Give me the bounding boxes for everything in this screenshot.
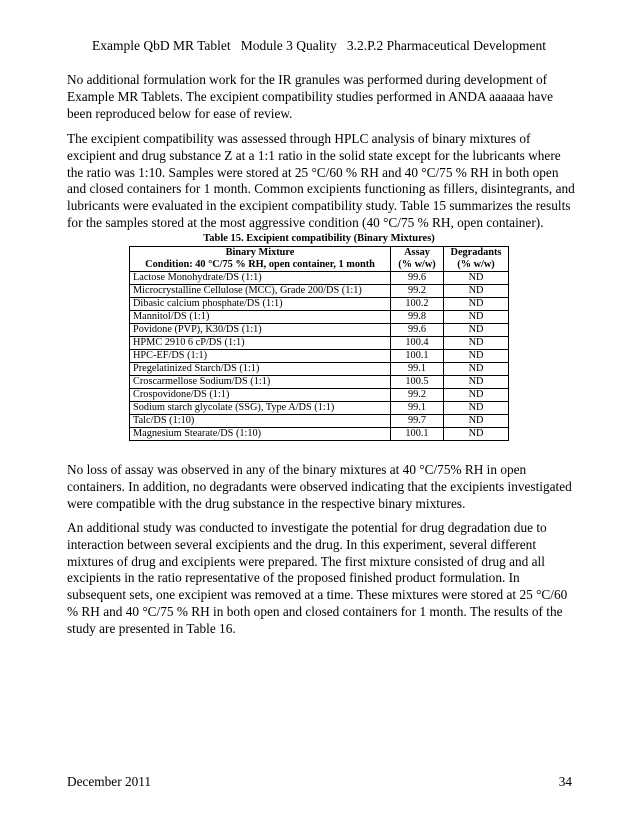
assay-cell: 100.1 [391,428,444,441]
assay-header-line2: (% w/w) [398,259,436,270]
mixture-cell: Pregelatinized Starch/DS (1:1) [130,363,391,376]
assay-cell: 99.1 [391,402,444,415]
footer-date: December 2011 [67,774,152,789]
assay-cell: 100.2 [391,298,444,311]
degradants-cell: ND [444,402,509,415]
degradants-cell: ND [444,415,509,428]
degradants-cell: ND [444,428,509,441]
degradants-column-header [444,247,509,272]
table-row [130,337,509,350]
degradants-cell: ND [444,363,509,376]
mixture-cell: Talc/DS (1:10) [130,415,391,428]
degradants-cell: ND [444,324,509,337]
degradants-cell: ND [444,389,509,402]
table-title: Table 15. Excipient compatibility (Binary Mixtures) [203,233,435,244]
assay-cell: 99.1 [391,363,444,376]
running-header: Example QbD MR Tablet Module 3 Quality 3.2.P.2 Pharmaceutical Development [92,38,546,53]
table-row [130,350,509,363]
assay-results-paragraph: No loss of assay was observed in any of the binary mixtures at 40 °C/75% RH in open containers. In addition, no degradants were observed indicating that the excipients investigated were compatible with the drug substance in the respective binary mixtures. [67,462,572,511]
assay-cell: 99.7 [391,415,444,428]
mixture-header-line1: Binary Mixture [225,247,295,258]
table-row [130,428,509,441]
degradants-header-line2: (% w/w) [457,259,495,270]
mixture-column-header [130,247,391,272]
table-row [130,402,509,415]
excipient-compatibility-table [129,246,509,441]
assay-cell: 99.2 [391,285,444,298]
degradants-cell: ND [444,337,509,350]
mixture-cell: Magnesium Stearate/DS (1:10) [130,428,391,441]
degradants-cell: ND [444,376,509,389]
table-row [130,415,509,428]
assay-cell: 100.4 [391,337,444,350]
additional-study-paragraph: An additional study was conducted to investigate the potential for drug degradation due to interaction between several excipients and the drug. In this experiment, several different mixtures of drug and excipients were prepared. The first mixture consisted of drug and all excipients in the ratio representative of the proposed finished product formulation. In subsequent sets, one excipient was removed at a time. These mixtures were stored at 25 °C/60 % RH and 40 °C/75 % RH in both open and closed containers for 1 month. The results of the study are presented in Table 16. [67,520,568,636]
mixture-cell: HPC-EF/DS (1:1) [130,350,391,363]
degradants-cell: ND [444,311,509,324]
table-row [130,363,509,376]
mixture-cell: Dibasic calcium phosphate/DS (1:1) [130,298,391,311]
degradants-cell: ND [444,285,509,298]
mixture-cell: Mannitol/DS (1:1) [130,311,391,324]
mixture-cell: Povidone (PVP), K30/DS (1:1) [130,324,391,337]
table-row [130,272,509,285]
mixture-cell: Lactose Monohydrate/DS (1:1) [130,272,391,285]
table-row [130,389,509,402]
page-number: 34 [558,774,572,789]
table-row [130,311,509,324]
table-row [130,376,509,389]
assay-cell: 99.6 [391,324,444,337]
mixture-cell: Sodium starch glycolate (SSG), Type A/DS (1:1) [130,402,391,415]
assay-cell: 99.8 [391,311,444,324]
intro-paragraph: No additional formulation work for the IR granules was performed during development of Example MR Tablets. The excipient compatibility studies performed in ANDA aaaaaa have been reproduced below for ease of review. [67,72,553,121]
table-row [130,285,509,298]
table-header-row [130,247,509,272]
assay-cell: 99.2 [391,389,444,402]
assay-cell: 100.5 [391,376,444,389]
mixture-cell: Croscarmellose Sodium/DS (1:1) [130,376,391,389]
assay-header-line1: Assay [404,247,430,258]
mixture-header-line2: Condition: 40 °C/75 % RH, open container, 1 month [145,259,375,270]
table-row [130,298,509,311]
compatibility-method-paragraph: The excipient compatibility was assessed through HPLC analysis of binary mixtures of excipient and drug substance Z at a 1:1 ratio in the solid state except for the lubricants where the ratio was 1:10. Samples were stored at 25 °C/60 % RH and 40 °C/75 % RH in both open and closed containers for 1 month. Common excipients functioning as fillers, disintegrants, and lubricants were evaluated in the excipient compatibility study. Table 15 summarizes the results for the samples stored at the most aggressive condition (40 °C/75 % RH, open container). [67,131,575,230]
mixture-cell: Crospovidone/DS (1:1) [130,389,391,402]
degradants-cell: ND [444,298,509,311]
degradants-cell: ND [444,272,509,285]
degradants-cell: ND [444,350,509,363]
mixture-cell: HPMC 2910 6 cP/DS (1:1) [130,337,391,350]
mixture-cell: Microcrystalline Cellulose (MCC), Grade 200/DS (1:1) [130,285,391,298]
assay-cell: 99.6 [391,272,444,285]
assay-cell: 100.1 [391,350,444,363]
table-row [130,324,509,337]
assay-column-header [391,247,444,272]
degradants-header-line1: Degradants [450,247,502,258]
